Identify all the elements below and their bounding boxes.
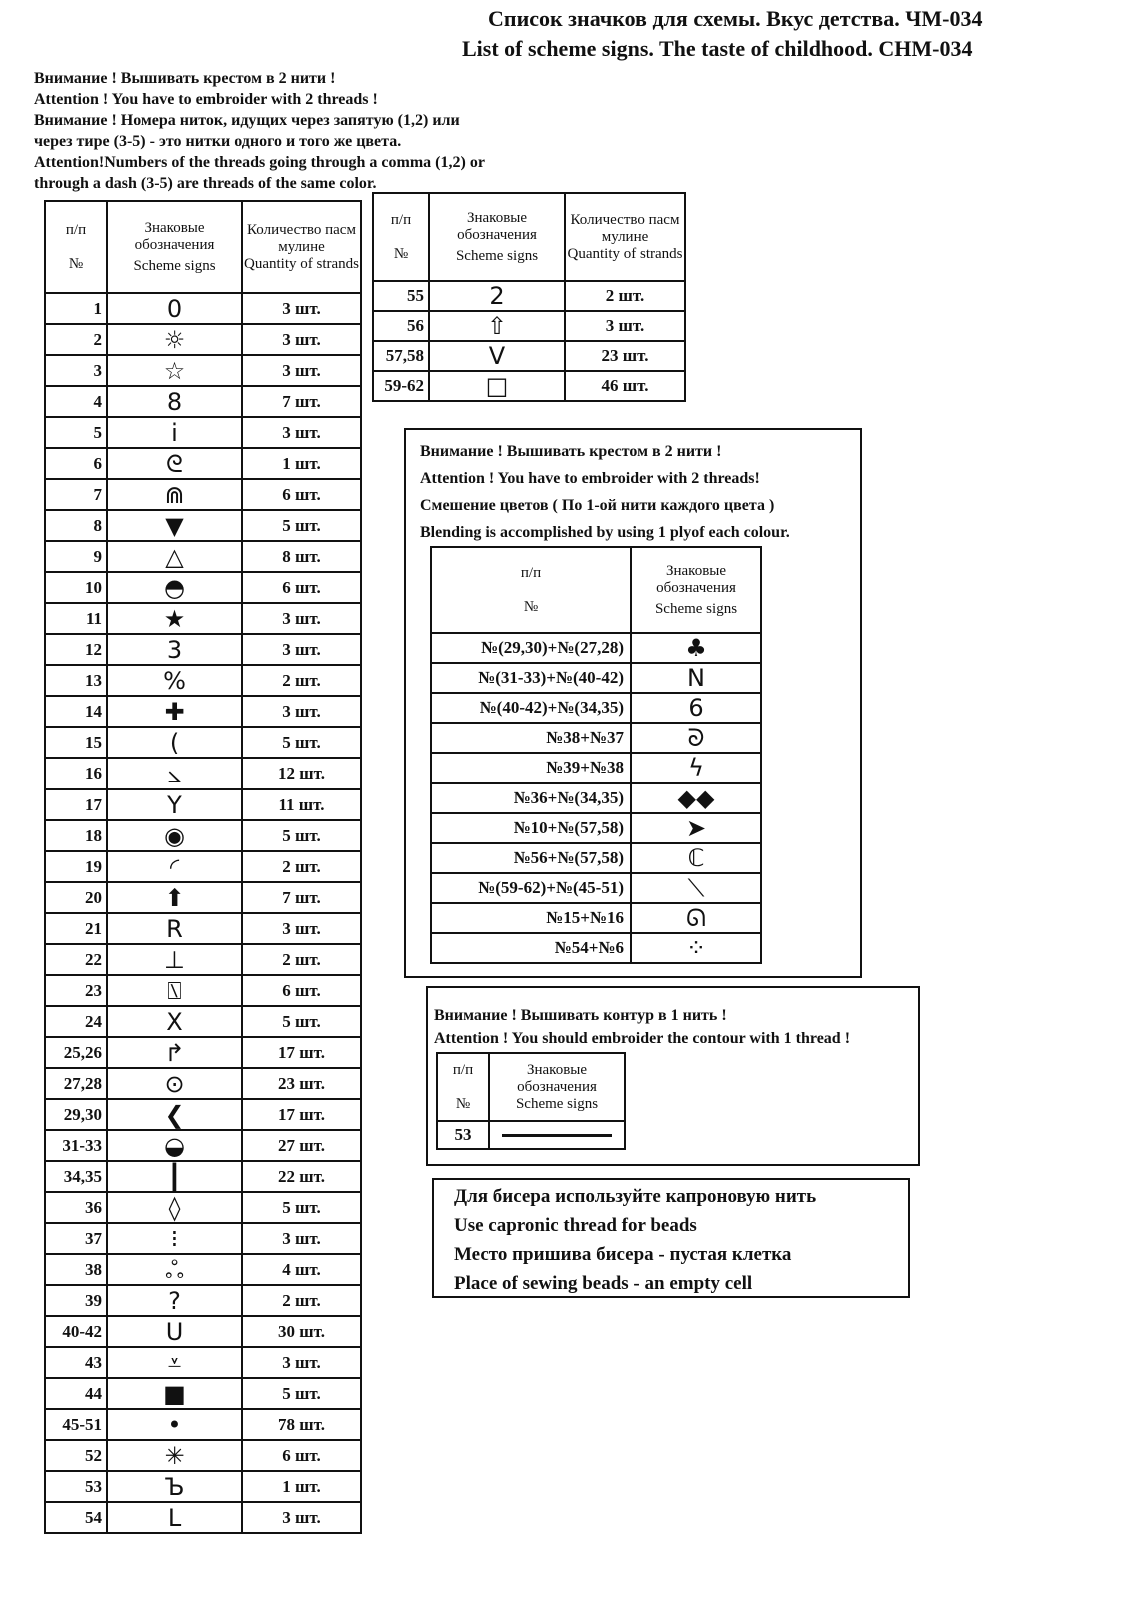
- row-quantity: 5 шт.: [242, 820, 361, 851]
- blend-combination: №36+№(34,35): [431, 783, 631, 813]
- table-row: [431, 813, 761, 843]
- table-row: [45, 851, 361, 882]
- table-row: [431, 723, 761, 753]
- table-row: [45, 975, 361, 1006]
- row-quantity: 5 шт.: [242, 510, 361, 541]
- table-row: [45, 1068, 361, 1099]
- row-quantity: 1 шт.: [242, 1471, 361, 1502]
- row-number: 55: [373, 281, 429, 311]
- row-number: 57,58: [373, 341, 429, 371]
- table-row: [45, 324, 361, 355]
- title-ru: Список значков для схемы. Вкус детства. ЧМ-034: [488, 6, 983, 31]
- scheme-sign-icon: ◉: [107, 820, 242, 851]
- header-number: п/п №: [373, 193, 429, 281]
- table-row: [431, 753, 761, 783]
- row-quantity: 5 шт.: [242, 1192, 361, 1223]
- table-row: [45, 913, 361, 944]
- scheme-sign-icon: ⦣: [107, 758, 242, 789]
- note-line: Attention ! You have to embroider with 2 threads!: [420, 470, 760, 487]
- blending-notes: [420, 438, 790, 546]
- table-row: [45, 1316, 361, 1347]
- scheme-sign-icon: (: [107, 727, 242, 758]
- blend-combination: №(59-62)+№(45-51): [431, 873, 631, 903]
- scheme-sign-icon: V: [429, 341, 565, 371]
- notes: [34, 68, 485, 194]
- scheme-sign-icon: Y: [107, 789, 242, 820]
- row-number: 43: [45, 1347, 107, 1378]
- row-number: 56: [373, 311, 429, 341]
- scheme-sign-icon: ⩡: [107, 1347, 242, 1378]
- row-number: 10: [45, 572, 107, 603]
- table-row: [431, 873, 761, 903]
- table-row: [45, 1099, 361, 1130]
- table-row: [45, 727, 361, 758]
- row-number: 23: [45, 975, 107, 1006]
- scheme-sign-icon: •: [107, 1409, 242, 1440]
- scheme-sign-icon: ⊙: [107, 1068, 242, 1099]
- row-quantity: 11 шт.: [242, 789, 361, 820]
- row-number: 24: [45, 1006, 107, 1037]
- row-quantity: 3 шт.: [242, 1502, 361, 1533]
- row-quantity: 78 шт.: [242, 1409, 361, 1440]
- row-quantity: 7 шт.: [242, 882, 361, 913]
- row-number: 1: [45, 293, 107, 324]
- blend-combination: №10+№(57,58): [431, 813, 631, 843]
- row-quantity: 3 шт.: [242, 696, 361, 727]
- table-row: [373, 341, 685, 371]
- table-row: [45, 386, 361, 417]
- table-row: [373, 311, 685, 341]
- scheme-sign-icon: ⍂: [107, 975, 242, 1006]
- scheme-sign-icon: ■: [107, 1378, 242, 1409]
- scheme-sign-icon: ✚: [107, 696, 242, 727]
- scheme-sign-icon: 2: [429, 281, 565, 311]
- blend-combination: №39+№38: [431, 753, 631, 783]
- row-quantity: 23 шт.: [242, 1068, 361, 1099]
- row-number: 4: [45, 386, 107, 417]
- blending-table: [430, 546, 762, 964]
- table-row: [45, 1440, 361, 1471]
- main-sign-table: [44, 200, 362, 1534]
- blend-sign-icon: ♣: [631, 633, 761, 663]
- row-quantity: 5 шт.: [242, 727, 361, 758]
- blend-combination: №38+№37: [431, 723, 631, 753]
- scheme-sign-icon: ☼: [107, 324, 242, 355]
- scheme-sign-icon: ⋒: [107, 479, 242, 510]
- row-quantity: 6 шт.: [242, 479, 361, 510]
- row-quantity: 4 шт.: [242, 1254, 361, 1285]
- contour-box: [426, 986, 920, 1166]
- main-table-header: [45, 201, 361, 293]
- row-number: 29,30: [45, 1099, 107, 1130]
- contour-table: [436, 1052, 626, 1150]
- table-row: [45, 1502, 361, 1533]
- table-row: [45, 665, 361, 696]
- header-signs: Знаковые обозначения Scheme signs: [631, 547, 761, 633]
- table-row: [45, 1006, 361, 1037]
- beads-line: Use capronic thread for beads: [454, 1215, 697, 1236]
- contour-notes: [434, 1004, 850, 1050]
- row-quantity: 12 шт.: [242, 758, 361, 789]
- row-number: 12: [45, 634, 107, 665]
- table-row: [431, 783, 761, 813]
- beads-text: [454, 1182, 816, 1298]
- table-row: [431, 903, 761, 933]
- table-row: [45, 355, 361, 386]
- scheme-sign-icon: ★: [107, 603, 242, 634]
- table-row: [45, 1161, 361, 1192]
- row-quantity: 1 шт.: [242, 448, 361, 479]
- table-row: [431, 843, 761, 873]
- row-number: 27,28: [45, 1068, 107, 1099]
- scheme-sign-icon: R: [107, 913, 242, 944]
- row-number: 8: [45, 510, 107, 541]
- row-number: 25,26: [45, 1037, 107, 1068]
- scheme-sign-icon: 3: [107, 634, 242, 665]
- row-number: 2: [45, 324, 107, 355]
- note-line: через тире (3-5) - это нитки одного и того же цвета.: [34, 133, 402, 150]
- table-row: [431, 663, 761, 693]
- note-line: Attention ! You should embroider the contour with 1 thread !: [434, 1030, 851, 1047]
- row-quantity: 3 шт.: [242, 913, 361, 944]
- row-quantity: 3 шт.: [242, 603, 361, 634]
- table-row: [431, 933, 761, 963]
- scheme-sign-icon: ⁝: [107, 1223, 242, 1254]
- row-quantity: 3 шт.: [242, 417, 361, 448]
- scheme-sign-icon: ஃ: [107, 1254, 242, 1285]
- row-number: 11: [45, 603, 107, 634]
- scheme-sign-icon: ⊥: [107, 944, 242, 975]
- scheme-sign-icon: Ъ: [107, 1471, 242, 1502]
- row-quantity: 2 шт.: [242, 665, 361, 696]
- scheme-sign-icon: ᘓ: [107, 448, 242, 479]
- header-signs: Знаковые обозначения Scheme signs: [489, 1053, 625, 1121]
- table-row: [45, 479, 361, 510]
- row-quantity: 6 шт.: [242, 572, 361, 603]
- scheme-sign-icon: ▼: [107, 510, 242, 541]
- scheme-sign-icon: ↱: [107, 1037, 242, 1068]
- row-quantity: 5 шт.: [242, 1378, 361, 1409]
- row-quantity: 6 шт.: [242, 1440, 361, 1471]
- table-row: [45, 1192, 361, 1223]
- beads-line: Для бисера используйте капроновую нить: [454, 1186, 817, 1207]
- table-row: [45, 1347, 361, 1378]
- scheme-sign-icon: ☆: [107, 355, 242, 386]
- table-row: [45, 1285, 361, 1316]
- row-quantity: 3 шт.: [242, 293, 361, 324]
- row-number: 38: [45, 1254, 107, 1285]
- scheme-sign-icon: ┃: [107, 1161, 242, 1192]
- blend-sign-icon: ℂ: [631, 843, 761, 873]
- blend-combination: №(40-42)+№(34,35): [431, 693, 631, 723]
- blend-sign-icon: ➤: [631, 813, 761, 843]
- table-row: [45, 417, 361, 448]
- scheme-sign-icon: ◒: [107, 1130, 242, 1161]
- table-row: [45, 1378, 361, 1409]
- row-quantity: 3 шт.: [242, 324, 361, 355]
- table-row: [45, 882, 361, 913]
- row-quantity: 46 шт.: [565, 371, 685, 401]
- note-line: Внимание ! Номера ниток, идущих через запятую (1,2) или: [34, 112, 460, 129]
- blend-sign-icon: ᘏ: [631, 903, 761, 933]
- blend-sign-icon: ⟍: [631, 873, 761, 903]
- row-number: 6: [45, 448, 107, 479]
- row-number: 16: [45, 758, 107, 789]
- scheme-sign-icon: %: [107, 665, 242, 696]
- table-row: [45, 1037, 361, 1068]
- row-quantity: 17 шт.: [242, 1099, 361, 1130]
- row-quantity: 7 шт.: [242, 386, 361, 417]
- scheme-sign-icon: L: [107, 1502, 242, 1533]
- table-row: [431, 633, 761, 663]
- row-number: 18: [45, 820, 107, 851]
- blend-sign-icon: N: [631, 663, 761, 693]
- scheme-sign-icon: ⅰ: [107, 417, 242, 448]
- contour-table-header: [437, 1053, 625, 1121]
- table-row: [45, 820, 361, 851]
- blend-sign-icon: 6: [631, 693, 761, 723]
- scheme-sign-icon: ◓: [107, 572, 242, 603]
- row-number: 59-62: [373, 371, 429, 401]
- table-row: [45, 1130, 361, 1161]
- scheme-sign-icon: ⇧: [429, 311, 565, 341]
- note-line: Внимание ! Вышивать крестом в 2 нити !: [34, 70, 336, 87]
- header-quantity: Количество пасм мулине Quantity of strands: [565, 193, 685, 281]
- row-quantity: 2 шт.: [242, 851, 361, 882]
- scheme-sign-icon: ❮: [107, 1099, 242, 1130]
- table-row: [373, 281, 685, 311]
- row-number: 21: [45, 913, 107, 944]
- blend-sign-icon: ᘐ: [631, 723, 761, 753]
- note-line: Смешение цветов ( По 1-ой нити каждого цвета ): [420, 497, 775, 514]
- beads-box: [432, 1178, 910, 1298]
- row-number: 15: [45, 727, 107, 758]
- scheme-sign-icon: ?: [107, 1285, 242, 1316]
- row-quantity: 22 шт.: [242, 1161, 361, 1192]
- blend-combination: №54+№6: [431, 933, 631, 963]
- scheme-sign-icon: 8: [107, 386, 242, 417]
- row-quantity: 3 шт.: [242, 355, 361, 386]
- scheme-sign-icon: ✳: [107, 1440, 242, 1471]
- header-quantity: Количество пасм мулине Quantity of strands: [242, 201, 361, 293]
- row-number: 52: [45, 1440, 107, 1471]
- row-number: 13: [45, 665, 107, 696]
- row-quantity: 30 шт.: [242, 1316, 361, 1347]
- scheme-sign-icon: X: [107, 1006, 242, 1037]
- blending-table-header: [431, 547, 761, 633]
- row-number: 53: [437, 1121, 489, 1149]
- row-number: 39: [45, 1285, 107, 1316]
- scheme-sign-icon: △: [107, 541, 242, 572]
- row-quantity: 3 шт.: [565, 311, 685, 341]
- row-number: 37: [45, 1223, 107, 1254]
- beads-line: Place of sewing beads - an empty cell: [454, 1273, 753, 1294]
- table-row: [373, 371, 685, 401]
- row-number: 53: [45, 1471, 107, 1502]
- header-signs: Знаковые обозначения Scheme signs: [429, 193, 565, 281]
- blend-sign-icon: ◆◆: [631, 783, 761, 813]
- row-number: 3: [45, 355, 107, 386]
- contour-row: [437, 1121, 625, 1149]
- row-number: 45-51: [45, 1409, 107, 1440]
- scheme-sign-icon: ◊: [107, 1192, 242, 1223]
- row-number: 22: [45, 944, 107, 975]
- row-number: 36: [45, 1192, 107, 1223]
- header-number: п/п №: [437, 1053, 489, 1121]
- title-en: List of scheme signs. The taste of childhood. CHM-034: [462, 36, 973, 61]
- side-sign-table: [372, 192, 686, 402]
- note-line: through a dash (3-5) are threads of the same color.: [34, 175, 377, 192]
- blend-combination: №15+№16: [431, 903, 631, 933]
- scheme-sign-icon: □: [429, 371, 565, 401]
- row-quantity: 23 шт.: [565, 341, 685, 371]
- table-row: [45, 448, 361, 479]
- note-line: Attention ! You have to embroider with 2 threads !: [34, 91, 378, 108]
- table-row: [45, 634, 361, 665]
- table-row: [45, 293, 361, 324]
- blend-sign-icon: ⁘: [631, 933, 761, 963]
- scheme-sign-icon: 0: [107, 293, 242, 324]
- note-line: Attention!Numbers of the threads going through a comma (1,2) or: [34, 154, 485, 171]
- row-quantity: 27 шт.: [242, 1130, 361, 1161]
- table-row: [45, 1223, 361, 1254]
- header-signs: Знаковые обозначения Scheme signs: [107, 201, 242, 293]
- table-row: [45, 696, 361, 727]
- row-number: 5: [45, 417, 107, 448]
- row-number: 40-42: [45, 1316, 107, 1347]
- beads-line: Место пришива бисера - пустая клетка: [454, 1244, 792, 1265]
- table-row: [45, 510, 361, 541]
- row-number: 44: [45, 1378, 107, 1409]
- row-quantity: 3 шт.: [242, 1347, 361, 1378]
- blend-sign-icon: ϟ: [631, 753, 761, 783]
- row-quantity: 2 шт.: [242, 1285, 361, 1316]
- row-number: 14: [45, 696, 107, 727]
- row-number: 17: [45, 789, 107, 820]
- scheme-sign-icon: ◜: [107, 851, 242, 882]
- blend-combination: №56+№(57,58): [431, 843, 631, 873]
- row-number: 54: [45, 1502, 107, 1533]
- note-line: Внимание ! Вышивать крестом в 2 нити !: [420, 443, 722, 460]
- table-row: [45, 1254, 361, 1285]
- note-line: Внимание ! Вышивать контур в 1 нить !: [434, 1007, 727, 1024]
- table-row: [45, 944, 361, 975]
- header-number: п/п №: [45, 201, 107, 293]
- row-number: 20: [45, 882, 107, 913]
- scheme-sign-icon: ⬆: [107, 882, 242, 913]
- row-number: 34,35: [45, 1161, 107, 1192]
- row-quantity: 17 шт.: [242, 1037, 361, 1068]
- row-number: 19: [45, 851, 107, 882]
- row-quantity: 3 шт.: [242, 1223, 361, 1254]
- row-number: 9: [45, 541, 107, 572]
- row-quantity: 6 шт.: [242, 975, 361, 1006]
- header-number: п/п №: [431, 547, 631, 633]
- row-quantity: 2 шт.: [565, 281, 685, 311]
- table-row: [45, 541, 361, 572]
- row-quantity: 3 шт.: [242, 634, 361, 665]
- note-line: Blending is accomplished by using 1 plyof each colour.: [420, 524, 790, 541]
- table-row: [45, 1409, 361, 1440]
- table-row: [45, 572, 361, 603]
- blending-box: [404, 428, 862, 978]
- row-quantity: 2 шт.: [242, 944, 361, 975]
- row-number: 7: [45, 479, 107, 510]
- row-number: 31-33: [45, 1130, 107, 1161]
- side-table-header: [373, 193, 685, 281]
- scheme-sign-icon: U: [107, 1316, 242, 1347]
- table-row: [45, 1471, 361, 1502]
- blend-combination: №(31-33)+№(40-42): [431, 663, 631, 693]
- row-quantity: 5 шт.: [242, 1006, 361, 1037]
- contour-line-sign: [489, 1121, 625, 1149]
- blend-combination: №(29,30)+№(27,28): [431, 633, 631, 663]
- row-quantity: 8 шт.: [242, 541, 361, 572]
- table-row: [45, 789, 361, 820]
- table-row: [431, 693, 761, 723]
- table-row: [45, 758, 361, 789]
- table-row: [45, 603, 361, 634]
